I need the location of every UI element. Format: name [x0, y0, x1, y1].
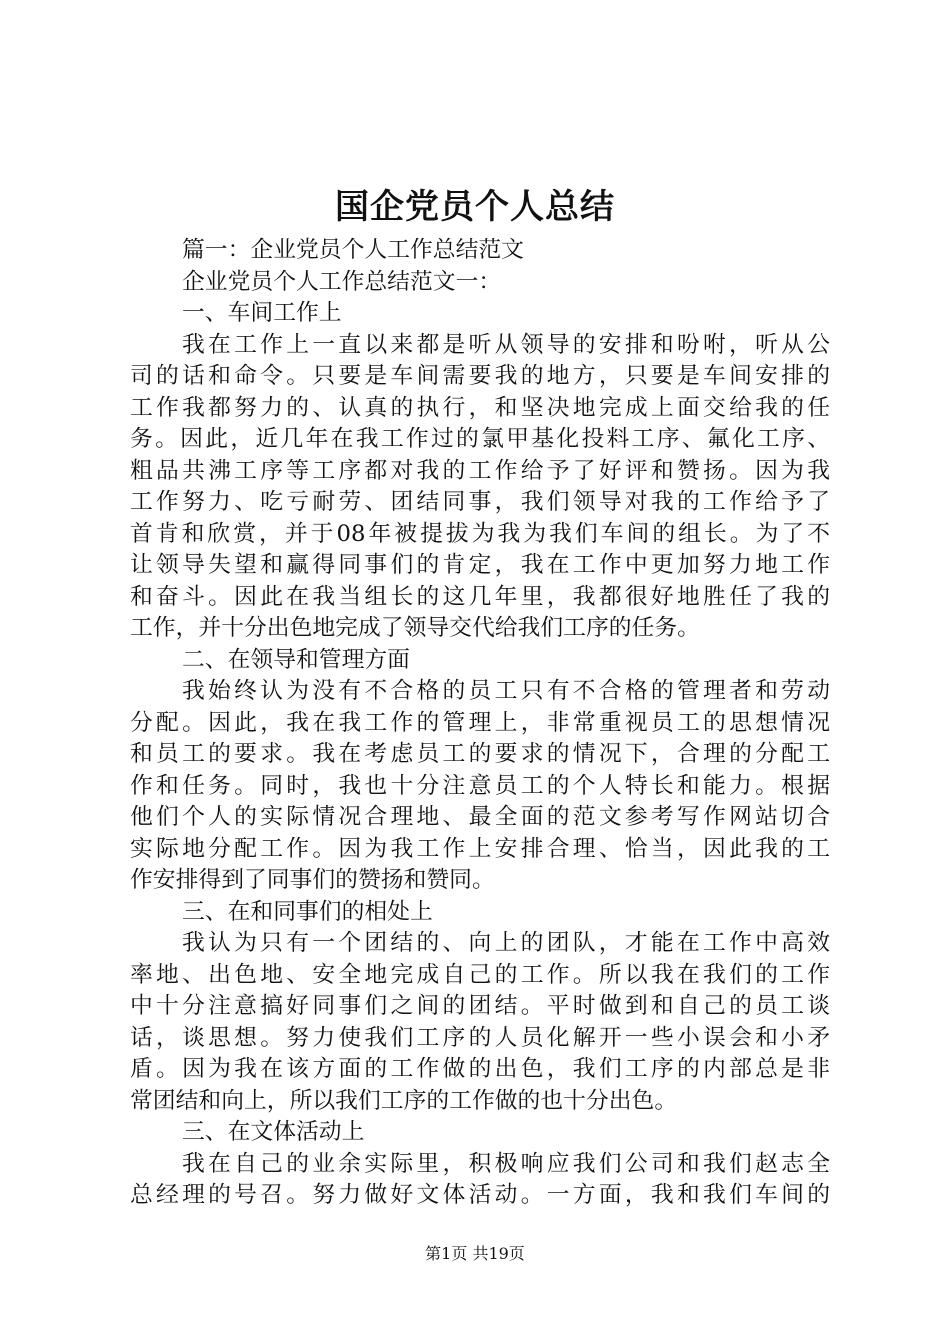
- text-line: 我认为只有一个团结的、向上的团队，才能在工作中高效: [182, 930, 830, 956]
- text-line: 企业党员个人工作总结范文一：: [182, 268, 502, 295]
- text-line: 率地、出色地、安全地完成自己的工作。所以我在我们的工作: [130, 961, 830, 988]
- text-line: 盾。因为我在该方面的工作做的出色，我们工序的内部总是非: [130, 1056, 830, 1082]
- text-line: 三、在文体活动上: [182, 1119, 365, 1145]
- text-line: 作安排得到了同事们的赞扬和赞同。: [130, 867, 495, 893]
- document-body: [130, 235, 830, 1212]
- text-line: 常团结和向上，所以我们工序的工作做的也十分出色。: [130, 1087, 678, 1114]
- text-line: 分配。因此，我在我工作的管理上，非常重视员工的思想情况: [130, 709, 830, 736]
- document-title: 国企党员个人总结: [335, 187, 615, 227]
- text-line: 我始终认为没有不合格的员工只有不合格的管理者和劳动: [182, 678, 830, 704]
- text-line: 粗品共沸工序等工序都对我的工作给予了好评和赞扬。因为我: [130, 457, 830, 484]
- text-line: 作和任务。同时，我也十分注意员工的个人特长和能力。根据: [130, 772, 830, 799]
- text-line: 工作我都努力的、认真的执行，和坚决地完成上面交给我的任: [130, 394, 830, 421]
- text-line: 话，谈思想。努力使我们工序的人员化解开一些小误会和小矛: [130, 1024, 830, 1051]
- text-line: 我在工作上一直以来都是听从领导的安排和吩咐，听从公: [182, 331, 830, 358]
- text-line: 中十分注意搞好同事们之间的团结。平时做到和自己的员工谈: [130, 993, 830, 1019]
- text-line: 首肯和欣赏，并于08年被提拔为我为我们车间的组长。为了不: [130, 520, 830, 547]
- text-line: 和奋斗。因此在我当组长的这几年里，我都很好地胜任了我的: [130, 583, 830, 610]
- text-line: 总经理的号召。努力做好文体活动。一方面，我和我们车间的: [130, 1182, 830, 1208]
- text-line: 务。因此，近几年在我工作过的氯甲基化投料工序、氟化工序、: [130, 426, 830, 452]
- text-line: 他们个人的实际情况合理地、最全面的范文参考写作网站切合: [130, 804, 830, 830]
- text-line: 一、车间工作上: [182, 300, 342, 326]
- page-footer: 第1页 共19页: [425, 1244, 525, 1263]
- text-line: 和员工的要求。我在考虑员工的要求的情况下，合理的分配工: [130, 741, 830, 767]
- text-line: 二、在领导和管理方面: [182, 646, 410, 673]
- text-line: 三、在和同事们的相处上: [182, 898, 433, 925]
- text-line: 司的话和命令。只要是车间需要我的地方，只要是车间安排的: [130, 363, 830, 389]
- text-line: 篇一：企业党员个人工作总结范文: [182, 237, 524, 263]
- text-line: 实际地分配工作。因为我工作上安排合理、恰当，因此我的工: [130, 835, 830, 862]
- text-line: 让领导失望和赢得同事们的肯定，我在工作中更加努力地工作: [130, 552, 830, 578]
- text-line: 工作努力、吃亏耐劳、团结同事，我们领导对我的工作给予了: [130, 489, 830, 515]
- text-line: 工作，并十分出色地完成了领导交代给我们工序的任务。: [130, 615, 700, 641]
- text-line: 我在自己的业余实际里，积极响应我们公司和我们赵志全: [182, 1150, 830, 1177]
